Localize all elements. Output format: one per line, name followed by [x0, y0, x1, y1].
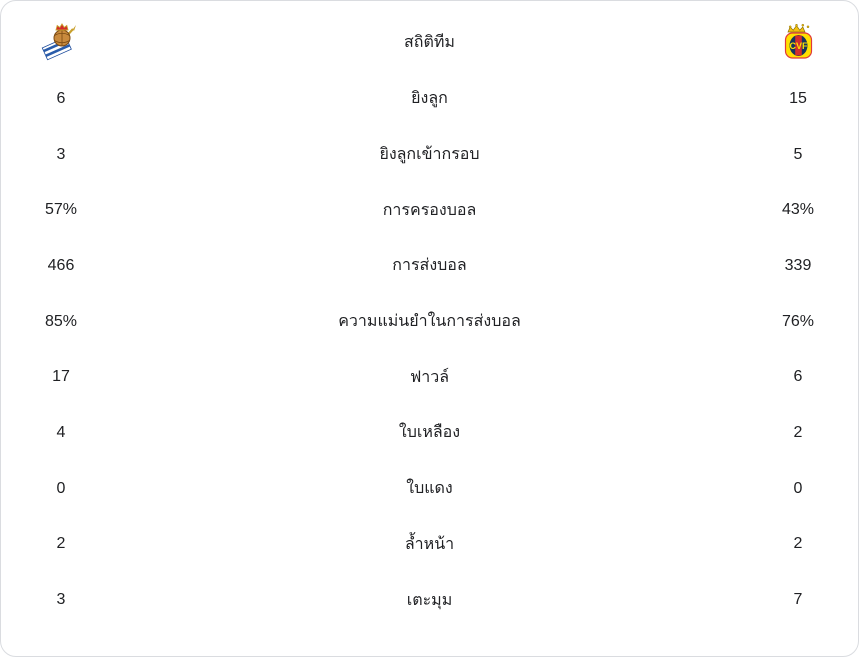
- stat-label: เตะมุม: [406, 591, 453, 609]
- stat-label: ความแม่นยำในการส่งบอล: [338, 313, 521, 331]
- away-stat-value: 6: [793, 368, 803, 386]
- villarreal-crest-icon: [777, 20, 819, 64]
- home-stat-value: 3: [56, 591, 66, 609]
- stats-header: [21, 13, 838, 71]
- stat-label: ใบแดง: [406, 480, 453, 498]
- away-stat-value: 339: [784, 256, 812, 274]
- away-team-logo: [758, 20, 838, 64]
- stat-row: [21, 71, 838, 127]
- home-stat-value: 2: [56, 535, 66, 553]
- stat-row: [21, 349, 838, 405]
- stat-label: การส่งบอล: [392, 257, 467, 275]
- away-stat-value: 5: [793, 145, 803, 163]
- svg-text:CVF: CVF: [789, 41, 808, 51]
- home-stat-value: 6: [56, 89, 66, 107]
- stats-title: สถิติทีม: [404, 33, 455, 51]
- away-stat-value: 15: [789, 89, 807, 107]
- stat-label: ล้ำหน้า: [404, 535, 455, 553]
- home-team-logo: [21, 20, 101, 64]
- stat-row: [21, 127, 838, 183]
- home-stat-value: 0: [56, 479, 66, 497]
- stat-row: [21, 294, 838, 350]
- stat-label: ฟาวล์: [409, 368, 450, 386]
- home-stat-value: 85%: [44, 312, 78, 330]
- stat-row: [21, 461, 838, 517]
- stats-rows: [21, 71, 838, 628]
- away-stat-value: 0: [793, 479, 803, 497]
- away-stat-value: 43%: [781, 201, 815, 219]
- away-stat-value: 2: [793, 423, 803, 441]
- stat-label: การครองบอล: [382, 201, 477, 219]
- home-stat-value: 17: [52, 368, 70, 386]
- stat-label: ใบเหลือง: [398, 424, 461, 442]
- stat-label: ยิงลูกเข้ากรอบ: [379, 146, 480, 164]
- home-stat-value: 466: [47, 256, 75, 274]
- stat-row: [21, 572, 838, 628]
- away-stat-value: 7: [793, 591, 803, 609]
- away-stat-value: 76%: [781, 312, 815, 330]
- stat-row: [21, 238, 838, 294]
- stat-row: [21, 405, 838, 461]
- away-stat-value: 2: [793, 535, 803, 553]
- stat-row: [21, 517, 838, 573]
- real-sociedad-crest-icon: [40, 20, 82, 64]
- home-stat-value: 3: [56, 145, 66, 163]
- stat-label: ยิงลูก: [411, 90, 448, 108]
- home-stat-value: 4: [56, 423, 66, 441]
- home-stat-value: 57%: [44, 201, 78, 219]
- stat-row: [21, 182, 838, 238]
